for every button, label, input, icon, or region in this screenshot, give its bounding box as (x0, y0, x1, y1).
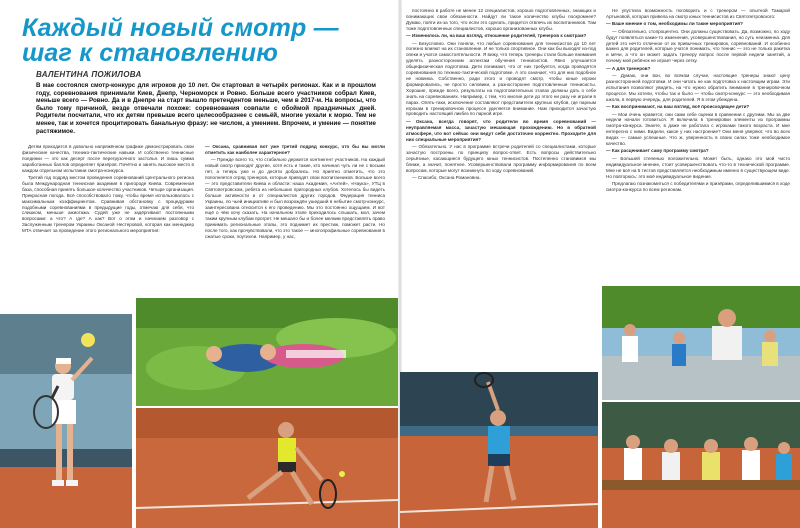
right-page (400, 0, 800, 528)
paragraph: — Большей степенью положительно. Может быть, однако это мой чисто индивидуальное мнение, стоит усовершенствовать что-то в технической программе. Мне не всё на 5 тестов представляется необходимым именно в существующем виде. Но повторюсь: это моё индивидуальное видение. (606, 155, 790, 179)
headline-line-1: Каждый новый смотр — (22, 14, 339, 42)
paragraph: — Мои очень нравится, они сами себе оценки в сравнении с другими. Мы за две недели начали готовиться. Я включила в тренировки элементы из программы смотра-конкурса. Знаете, в даже не работала с игроками такого возраста. И мне интересно с ними. Видели, какое у них настроение? Они меня уверяют, что во всех видах — самые успешные. Что ж, уверенность в своих силах тоже необходимое качество. (606, 111, 790, 147)
text-column-3 (406, 8, 596, 282)
interview-question: — Как воспринимают, на ваш взгляд, всё происходящее дети? (606, 104, 750, 110)
text-column-1 (22, 144, 194, 310)
kids-exercise-icon (136, 298, 398, 406)
kids-stretching-photo (136, 298, 398, 406)
coach-kids-photo (602, 286, 800, 400)
paragraph: — Обязательно, стопроцентно. Они должны существовать. Да, возможно, по ходу будут появляться какие-то изменения, усовершенствования, но суть неизменна. Для детей это нечто отличное от их привычных тренировок, соревнований. И особенно важно для родителей, которые учатся понимать, что теннис — это не только ракетка и мячи, а что он может задать тренеру вопрос после первой недели занятий, а почему мой ребёнок не играет через сетку. (606, 28, 790, 64)
coach-children-icon (602, 286, 800, 400)
interview-question: — Изменилось ли, на ваш взгляд, отношение родителей, тренеров к смотрам? (406, 33, 587, 39)
tennis-boy-lunge-icon (136, 408, 398, 528)
boy-lunging-photo (136, 408, 398, 528)
paragraph: Не упустила возможность поговорить и с тренером — опытной Тамарой Артыновой, которая привела на смотр юных теннисистов из Святопетровского: (606, 8, 790, 19)
paragraph: Третий год подряд местом проведения соревнований Центрального региона была Международная теннисная академия в пригороде Киева. Современная база, способная принять большое количество участников. Четыре организация. Прекрасная погода. Всё способствовало тому, чтобы время использовалось с максимальным коэффициентом. Сравнивая обстановку с процедурами подобными соревнованиями в предыдущие годы, отмечаю для себя, что слишком, меньше ажиотажа. Судей уже не задёргивают постоянными вопросами: а что? А где? А как? Вот о этом и начинаем разговор с Заслуженным тренером Украины Оксаной Нестеровой, которая как менеджер МТА отвечает за проведение этого регионального мероприятия: (22, 175, 194, 234)
paragraph: Предлагаю познакомиться с победителями и призёрами, определившимися в ходе смотра-конкурса по всем регионам. (606, 180, 790, 192)
lead-paragraph: В мае состоялся смотр-конкурс для игроков до 10 лет. Он стартовал в четырёх регионах. Как и в прошлом году, соревнования принимали Киев, Днепр, Черноморск и Ровно. Больше всего участников собрал Киев, меньше всего — Ровно. Да и в Днепре на старт вышло претендентов меньше, чем в 2017-м. На вопросы, что было тому причиной, везде отвечали похоже: соревнования совпали с обоймой праздничных дней. Родители посчитали, что их детям превыше всего целесообразнее с семьёй, многие уехали к морю. Тем не менее, так и хочется процитировать банальную фразу: не числом, а умением. Впрочем, и умение — понятие растяжимое. (36, 82, 376, 135)
paragraph: — Безусловно. Они поняли, что любые соревнования для теннисистов до 10 лет полезно влияют на их становление. И не только спортивное. Они как бы выходят из-под опеки и учатся самостоятельности. Я вижу, что теперь тренеры стали больше внимания уделять разносторонним аспектам обучения теннисистов. Явно улучшается общефизическая подготовка. Дети понимают, что от них требуется, когда проводятся соревнования по технико-тактической подготовке. А это означает, что для них подобное не новинка. Собственно, ради этого и проводят смотр, чтобы юные игроки формировались, не просто силовики, а разносторонне подготовленные теннисисты. Хорошие, прежде всего, результаты на подготовительных этапах должны дать о себе знать на соревнованиях. Например, с тем, что многие дети до этого ни разу не играли в парах. Опять-таки, исключение составляют представители крупных клубов, где парным игрокам в тренировочном процессе уделяется внимание. Нам приходится зачастую проводить настоящий ликбез по парной игре. (406, 40, 596, 117)
interview-question: — Оксана, всегда говорят, что родители во время соревнований — неуправляемая масса, зачастую мешающая прохождению. Но в обратной атмосфере, что вот сейчас они ведут себя достаточно корректно. Проходите для них специальные мероприятия? (406, 118, 596, 142)
paragraph: — Прежде всего то, что стабильно держится контингент участников. На каждый новый смотр приходят другие, хотя есть и такие, кто начинал чуть ли не с восьми лет, а теперь уже и до десяти добрались. Но приятно отметить, что это пополняется отряд тренеров, которые приводят свои воспитанников. Больше всего — это представители Киева и области: наша Академия, «Антей», «Наука», УТЦ в Святопетровском, ребята из небольших пригородных клубов. Хотелось бы видеть больше активности и от специалистов других городов. Федерация тенниса Украины, по чьей инициативе и был возрождён ушедший в небытие смотр-конкурс, заинтересована относится к его проведению. Мы это постоянно ощущаем. И вот ещё о чём хочу сказать. На начальном этапе приходилось слышать, мол, зачем таким крупным клубам прогрет. Не мешало бы и более мелким представлять право принимать региональные этапы, это поднимет их престиж, поможет расти. Но после того, как прочувствовали, что это такое — многопрофильные соревнования в сжатые сроки, поутихли. Например, у нас, (205, 157, 385, 240)
tennis-serve-girl-icon (0, 314, 132, 528)
author-byline: ВАЛЕНТИНА ПОЖИЛОВА (36, 70, 142, 79)
paragraph: постоянно в работе не менее 12 специалистов, хорошо подготовленных, знающих и понимающих свои обязанности. Найдут ли такое количество клубы поскромнее? Думаю, пояти из-за того, что если это сделать, придется отвлечь их воспитанников. Там тоже подготовленных специалистов, хорошо организованных клубы. (406, 8, 596, 31)
paragraph: — Спасибо, Оксана Романовна. (412, 174, 481, 180)
headline-line-2: шаг к становлению (22, 39, 279, 67)
interview-question: — А для тренеров? (606, 65, 651, 71)
paragraph: — Думаю, они вон, во всяком случае, настоящие тренеры знают цену разносторонней подготовки. И они читать не как подготовка к настоящим играм. Эти испытания позволяют увидеть, на что нужно обратить внимание в тренировочном процессе. Мы хотели, чтобы так и было — чтобы смотр-конкурс — это необходимая школа, в первую очередь, для родителей. Я в этом убеждена. (606, 73, 790, 102)
paragraph: — Обязательно. У нас в программе встречи родителей со специалистами, которые зачастую построены по принципу вопрос-ответ. Есть вопросы действительно серьёзные, касающиеся будущего юных теннисистов. Постепенно становимся мы ближе, а значит, понятнее. Усовершенствовали программу информирования по всем вопросам, которые могут возникнуть по ходу соревнований. (406, 143, 596, 173)
interview-question: — Как расценивает саму программу смотра? (606, 148, 709, 154)
text-column-2 (205, 144, 385, 296)
text-column-4 (606, 8, 790, 278)
kids-waiting-icon (602, 402, 800, 528)
kids-bench-photo (602, 402, 800, 528)
interview-question: — Ваше мнение о том, необходимы ли такие мероприятия? (606, 21, 743, 27)
interview-question: — Оксана, сравнивая вот уже третий подряд конкурс, что бы вы могли отметить как наиболее характерное? (205, 144, 385, 155)
girl-serving-photo (0, 314, 132, 528)
paragraph: Детям приходится в довольно напряжённом графике демонстрировать свои физические качества, технико-тактические навыки. И собственно теннисные поединки — это как десерт после перегрузочного застолья. И лишь сумма заработанных баллов определяет призёров. Почётно и занять высокое место в каждом отдельном испытании смотра-конкурса. (22, 144, 194, 173)
boy-overhead-photo (400, 372, 598, 528)
tennis-overhead-boy-icon (400, 372, 598, 528)
article-headline (22, 16, 402, 66)
